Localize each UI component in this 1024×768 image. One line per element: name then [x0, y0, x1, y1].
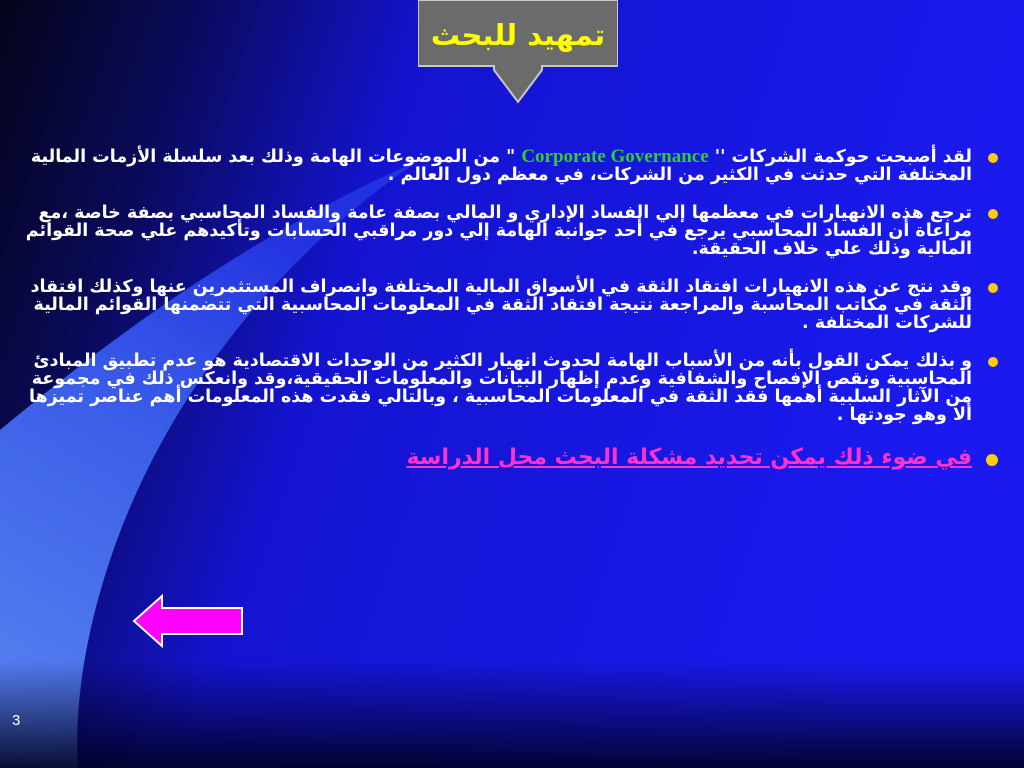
- bullet-1: [20, 148, 1002, 184]
- bullet-dot-icon: [988, 283, 998, 293]
- bullet-dot-icon: [988, 209, 998, 219]
- conclusion-text: في ضوء ذلك يمكن تحديد مشكلة البحث محل الدراسة: [406, 445, 972, 470]
- bullet-1-text-start: لقد أصبحت حوكمة الشركات '': [708, 147, 972, 167]
- page-number: 3: [12, 712, 21, 729]
- slide-content: [20, 148, 1002, 492]
- bullet-dot-icon: [988, 153, 998, 163]
- bullet-2-text: ترجع هذه الانهيارات في معظمها إلي الفساد الإداري و المالي بصفة عامة والفساد المحاسبي بصفة خاصة ،مع مراعاة أن الفساد المحاسبي يرجع في أحد جوانبة الهامة إلي دور مراقبي الحسابات وتأكيدهم علي صحة القوائم المالية وذلك علي خلاف الحقيقة.: [25, 203, 972, 259]
- bullet-conclusion: [20, 444, 1002, 472]
- bullet-4: [20, 352, 1002, 424]
- english-term: Corporate Governance: [521, 146, 709, 167]
- bullet-3-text: وقد نتج عن هذه الانهيارات افتقاد الثقة في الأسواق المالية المختلفة وانصراف المستثمرين عنها وكذلك افتقاد الثقة في مكاتب المحاسبة والمراجعة نتيجة افتقاد الثقة في المعلومات المحاسبية التي تتضمنها القوائم المالية للشركات المختلفة .: [30, 277, 972, 333]
- bullet-4-text: و بذلك يمكن القول بأنه من الأسباب الهامة لحدوث انهيار الكثير من الوحدات الاقتصادية هو عدم تطبيق المبادئ المحاسبية ونقص الإفصاح والشفافية وعدم إظهار البيانات والمعلومات الحقيقية،وقد وانعكس ذلك في مجموعة من الآثار السلبية أهمها فقد الثقة في المعلومات المحاسبية ، وبالتالي فقدت هذه المعلومات أهم عناصر تميزها ألا وهو جودتها .: [28, 351, 972, 425]
- bullet-dot-icon: [988, 357, 998, 367]
- slide-title: تمهيد للبحث: [430, 18, 606, 52]
- bullet-1-text-end: " من الموضوعات الهامة وذلك بعد سلسلة الأزمات المالية المختلفة التي حدثت في الكثير من الشركات، في معظم دول العالم .: [30, 147, 972, 185]
- left-arrow-icon: [132, 594, 244, 648]
- bullet-3: [20, 278, 1002, 332]
- bullet-2: [20, 204, 1002, 258]
- bullet-dot-icon: [986, 454, 998, 466]
